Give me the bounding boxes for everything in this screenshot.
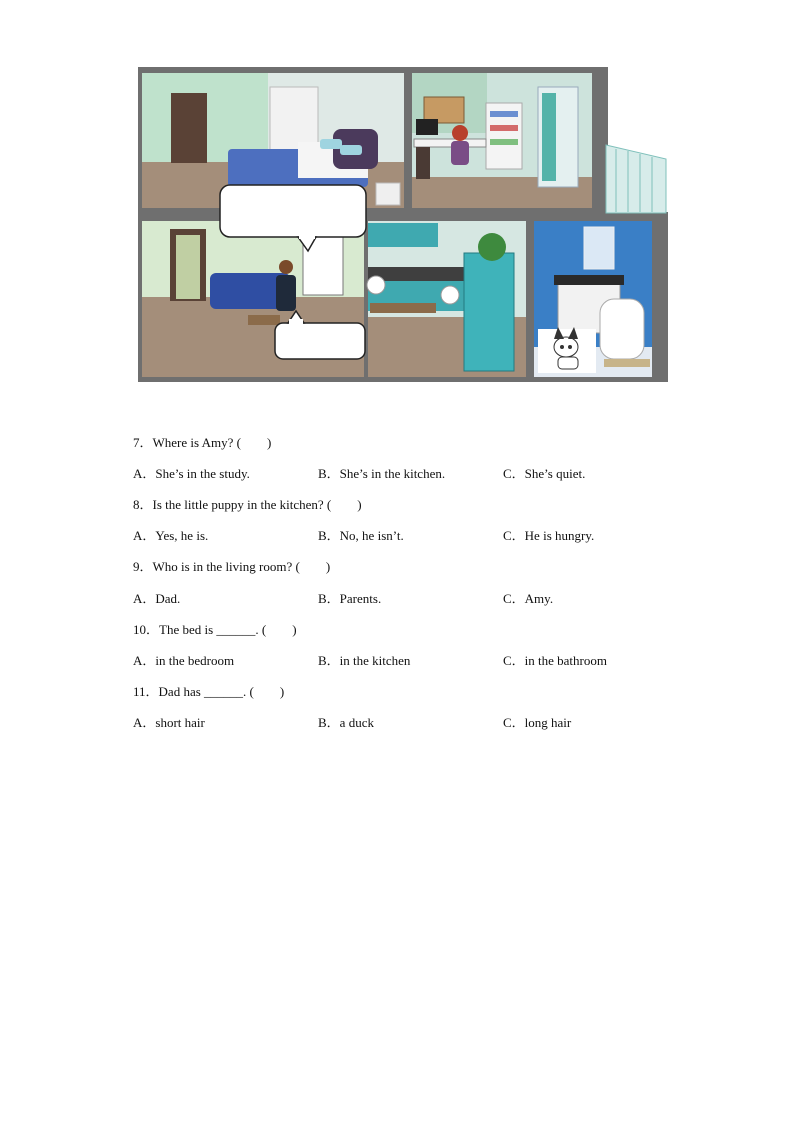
kitchen-cabinet bbox=[368, 223, 438, 247]
question-9: 9．Who is in the living room? ( ) bbox=[133, 559, 331, 574]
option-11c[interactable]: C．long hair bbox=[503, 715, 572, 730]
option-8a[interactable]: A．Yes, he is. bbox=[133, 528, 209, 543]
computer-monitor bbox=[416, 119, 438, 135]
house-illustration bbox=[138, 67, 668, 382]
option-8c[interactable]: C．He is hungry. bbox=[503, 528, 595, 543]
option-9a[interactable]: A．Dad. bbox=[133, 591, 181, 606]
question-10: 10．The bed is ______. ( ) bbox=[133, 622, 297, 637]
speech-bubble-bottom bbox=[275, 323, 365, 359]
question-11: 11．Dad has ______. ( ) bbox=[133, 684, 285, 699]
mirror bbox=[584, 227, 614, 269]
option-7c[interactable]: C．She’s quiet. bbox=[503, 466, 586, 481]
question-8: 8．Is the little puppy in the kitchen? ( ) bbox=[133, 497, 362, 512]
option-9b[interactable]: B．Parents. bbox=[318, 591, 382, 606]
kitchen bbox=[367, 221, 526, 377]
option-10c[interactable]: C．in the bathroom bbox=[503, 653, 607, 668]
option-11b[interactable]: B．a duck bbox=[318, 715, 374, 730]
option-11a[interactable]: A．short hair bbox=[133, 715, 205, 730]
option-7a[interactable]: A．She’s in the study. bbox=[133, 466, 250, 481]
option-10a[interactable]: A．in the bedroom bbox=[133, 653, 235, 668]
question-7: 7．Where is Amy? ( ) bbox=[133, 435, 272, 450]
dad-figure bbox=[279, 260, 293, 274]
bathroom bbox=[534, 221, 652, 377]
option-7b[interactable]: B．She’s in the kitchen. bbox=[318, 466, 446, 481]
desk-icon bbox=[414, 139, 486, 147]
fridge-icon bbox=[464, 253, 514, 371]
girl-amy bbox=[452, 125, 468, 141]
option-9c[interactable]: C．Amy. bbox=[503, 591, 554, 606]
speech-bubble-top bbox=[220, 185, 366, 237]
plant bbox=[478, 233, 506, 261]
toilet-icon bbox=[600, 299, 644, 359]
balcony bbox=[606, 127, 668, 213]
study bbox=[412, 73, 592, 208]
option-10b[interactable]: B．in the kitchen bbox=[318, 653, 411, 668]
bedroom-door bbox=[171, 93, 207, 163]
option-8b[interactable]: B．No, he isn’t. bbox=[318, 528, 404, 543]
